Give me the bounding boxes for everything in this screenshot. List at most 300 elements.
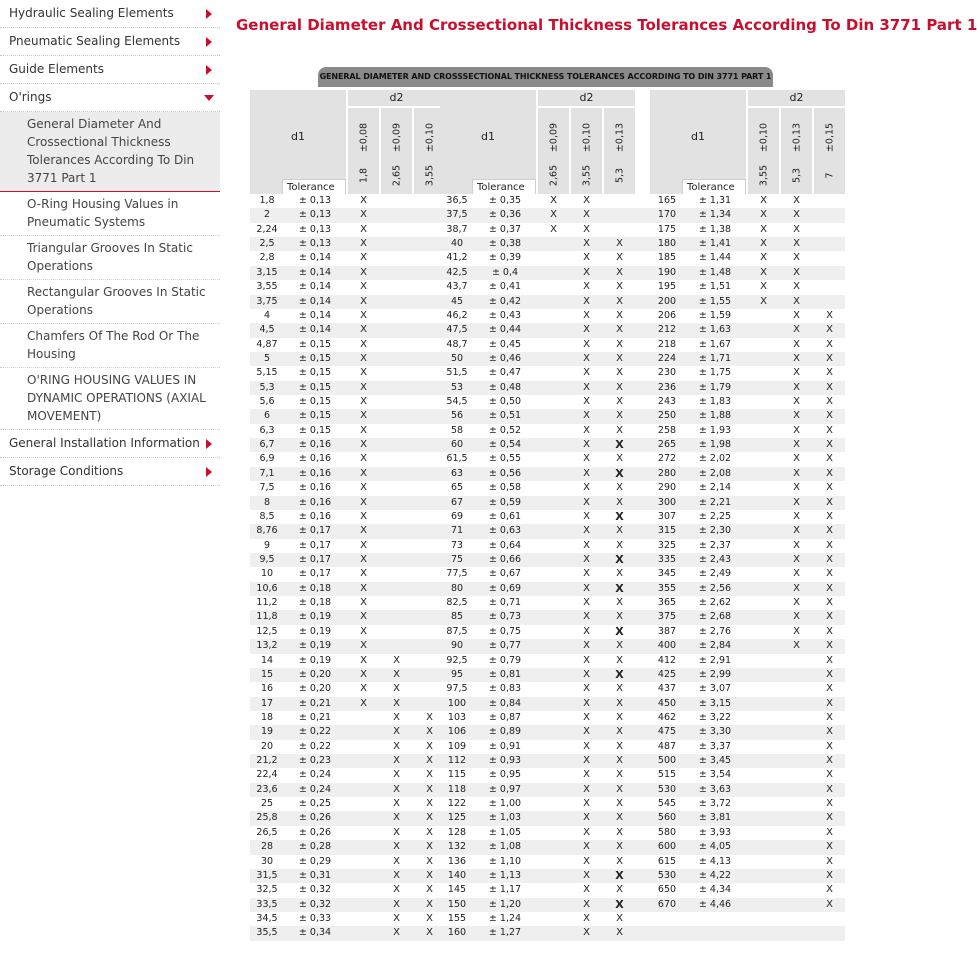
fit-mark: X [393, 726, 400, 738]
table-row [250, 711, 845, 725]
sub-item-general-diameter[interactable] [0, 112, 220, 192]
fit-mark: X [393, 841, 400, 853]
chevron-right-icon [206, 467, 212, 477]
tolerance-value: ± 2,56 [698, 582, 732, 594]
tolerance-value: ± 0,24 [298, 769, 332, 781]
tolerance-value: ± 0,91 [488, 740, 522, 752]
table-row [250, 424, 845, 438]
d1-value: 530 [657, 869, 677, 881]
d2-size-column [604, 108, 635, 194]
d2-tolerance: ±0,09 [548, 122, 559, 153]
tolerance-value: ± 0,69 [488, 582, 522, 594]
fit-mark: X [360, 195, 367, 206]
tolerance-value: ± 0,84 [488, 697, 522, 709]
fit-mark: X [826, 726, 833, 738]
fit-mark: X [615, 667, 624, 681]
fit-mark: X [793, 223, 800, 235]
d1-value: 11,8 [256, 611, 278, 623]
d1-value: 97,5 [446, 683, 468, 695]
fit-mark: X [583, 582, 590, 594]
fit-mark: X [583, 223, 590, 235]
fit-mark: X [793, 424, 800, 436]
fit-mark: X [393, 884, 400, 896]
fit-mark: X [550, 209, 557, 221]
fit-mark: X [360, 367, 367, 379]
nav-item-label: O'rings [9, 90, 52, 104]
table-row [250, 280, 845, 294]
d1-value: 2 [263, 209, 271, 221]
d1-value: 206 [657, 309, 677, 321]
tolerance-value: ± 0,25 [298, 798, 332, 810]
fit-mark: X [793, 525, 800, 537]
table-row [250, 194, 845, 208]
tolerance-value: ± 1,67 [698, 338, 732, 350]
tolerance-value: ± 3,30 [698, 726, 732, 738]
tolerance-value: ± 0,15 [298, 396, 332, 408]
d1-value: 175 [657, 223, 677, 235]
fit-mark: X [426, 898, 433, 910]
d1-value: 2,5 [259, 238, 275, 250]
fit-mark: X [826, 324, 833, 336]
d1-label: d1 [291, 130, 305, 143]
table-row [250, 682, 845, 696]
table-row [250, 452, 845, 466]
tolerance-value: ± 0,22 [298, 740, 332, 752]
tolerance-value: ± 0,14 [298, 309, 332, 321]
fit-mark: X [360, 467, 367, 479]
d1-value: 145 [447, 884, 467, 896]
d1-value: 90 [450, 640, 464, 652]
fit-mark: X [393, 783, 400, 795]
fit-mark: X [583, 668, 590, 680]
sub-item-label: Chamfers Of The Rod Or The Housing [27, 329, 200, 361]
d1-value: 65 [450, 482, 464, 494]
tolerance-value: ± 1,83 [698, 396, 732, 408]
table-row [250, 754, 845, 768]
fit-mark: X [393, 812, 400, 824]
sub-item-dynamic-housing[interactable] [0, 368, 220, 430]
d1-value: 50 [450, 352, 464, 364]
d1-value: 35,5 [256, 927, 278, 939]
fit-mark: X [793, 195, 800, 206]
d1-value: 115 [447, 769, 467, 781]
d1-value: 109 [447, 740, 467, 752]
tolerance-value: ± 0,28 [298, 841, 332, 853]
fit-mark: X [793, 410, 800, 422]
tolerance-value: ± 0,32 [298, 898, 332, 910]
tolerance-value: ± 0,77 [488, 640, 522, 652]
fit-mark: X [793, 482, 800, 494]
fit-mark: X [360, 582, 367, 594]
tolerance-value: ± 0,32 [298, 884, 332, 896]
fit-mark: X [393, 798, 400, 810]
fit-mark: X [615, 509, 624, 523]
table-row [250, 567, 845, 581]
d1-value: 54,5 [446, 396, 468, 408]
table-row [250, 926, 845, 940]
fit-mark: X [583, 654, 590, 666]
tolerance-value: ± 0,15 [298, 381, 332, 393]
fit-mark: X [793, 266, 800, 278]
tolerance-value: ± 0,16 [298, 453, 332, 465]
d1-value: 9,5 [259, 553, 275, 565]
fit-mark: X [360, 510, 367, 522]
d1-value: 375 [657, 611, 677, 623]
sub-item-rectangular-grooves[interactable] [0, 280, 220, 324]
d1-value: 165 [657, 195, 677, 206]
sub-item-pneumatic-housing[interactable] [0, 192, 220, 236]
d2-size-column [814, 108, 845, 194]
nav-item-label: Pneumatic Sealing Elements [9, 34, 181, 48]
fit-mark: X [426, 726, 433, 738]
d1-value: 60 [450, 439, 464, 451]
tolerance-value: ± 0,55 [488, 453, 522, 465]
nav-item-orings[interactable] [0, 84, 220, 112]
fit-mark: X [583, 338, 590, 350]
d1-value: 265 [657, 439, 677, 451]
nav-item-hydraulic[interactable] [0, 0, 220, 28]
tolerance-value: ± 0,19 [298, 611, 332, 623]
tolerance-value: ± 2,25 [698, 510, 732, 522]
fit-mark: X [826, 826, 833, 838]
sub-item-chamfers[interactable] [0, 324, 220, 368]
fit-mark: X [393, 912, 400, 924]
tolerance-value: ± 3,22 [698, 711, 732, 723]
fit-mark: X [826, 396, 833, 408]
d1-value: 6,3 [259, 424, 275, 436]
d1-value: 132 [447, 841, 467, 853]
fit-mark: X [616, 611, 623, 623]
fit-mark: X [360, 209, 367, 221]
d1-value: 412 [657, 654, 677, 666]
sidebar-nav [0, 0, 220, 486]
d1-value: 487 [657, 740, 677, 752]
nav-item-installation[interactable] [0, 430, 220, 458]
tolerance-value: ± 4,34 [698, 884, 732, 896]
table-row [250, 811, 845, 825]
tolerance-value: ± 0,35 [488, 195, 522, 206]
tolerance-value: ± 0,15 [298, 352, 332, 364]
tolerance-value: ± 0,20 [298, 668, 332, 680]
d1-value: 53 [450, 381, 464, 393]
fit-mark: X [360, 223, 367, 235]
fit-mark: X [583, 396, 590, 408]
fit-mark: X [793, 539, 800, 551]
tolerance-value: ± 3,45 [698, 755, 732, 767]
fit-mark: X [615, 466, 624, 480]
d1-value: 3,55 [256, 281, 278, 293]
sub-item-triangular-grooves[interactable] [0, 236, 220, 280]
fit-mark: X [583, 453, 590, 465]
fit-mark: X [760, 252, 767, 264]
fit-mark: X [826, 798, 833, 810]
d2-size-column [781, 108, 812, 194]
d1-value: 17 [260, 697, 274, 709]
d1-value: 38,7 [446, 223, 468, 235]
d2-tolerance: ±0,09 [391, 122, 402, 153]
d1-value: 5 [263, 352, 271, 364]
d1-label: d1 [481, 130, 495, 143]
fit-mark: X [583, 740, 590, 752]
d1-header [250, 90, 346, 194]
tolerance-value: ± 2,30 [698, 525, 732, 537]
fit-mark: X [360, 238, 367, 250]
fit-mark: X [583, 496, 590, 508]
d1-value: 580 [657, 826, 677, 838]
d2-tolerance: ±0,10 [424, 122, 435, 153]
fit-mark: X [360, 568, 367, 580]
fit-mark: X [360, 697, 367, 709]
tolerance-value: ± 1,24 [488, 912, 522, 924]
tolerance-value: ± 0,67 [488, 568, 522, 580]
fit-mark: X [793, 309, 800, 321]
d1-value: 16 [260, 683, 274, 695]
fit-mark: X [583, 281, 590, 293]
d1-value: 58 [450, 424, 464, 436]
fit-mark: X [615, 897, 624, 911]
d1-value: 650 [657, 884, 677, 896]
tolerance-value: ± 2,14 [698, 482, 732, 494]
d2-tolerance: ±0,13 [791, 122, 802, 153]
tolerance-value: ± 0,43 [488, 309, 522, 321]
table-row [250, 251, 845, 265]
table-row [250, 338, 845, 352]
table-caption: GENERAL DIAMETER AND CROSSSECTIONAL THICKNESS TOLERANCES ACCORDING TO DIN 3771 PART 1 [318, 67, 773, 87]
fit-mark: X [583, 625, 590, 637]
fit-mark: X [826, 841, 833, 853]
table-row [250, 840, 845, 854]
d2-size: 3,55 [581, 164, 592, 187]
fit-mark: X [426, 841, 433, 853]
tolerance-value: ± 0,34 [298, 927, 332, 939]
tolerance-value: ± 0,15 [298, 338, 332, 350]
table-row [250, 740, 845, 754]
d1-value: 112 [447, 755, 467, 767]
d1-value: 258 [657, 424, 677, 436]
fit-mark: X [793, 324, 800, 336]
fit-mark: X [426, 755, 433, 767]
d1-value: 31,5 [256, 869, 278, 881]
table-row [250, 912, 845, 926]
fit-mark: X [826, 496, 833, 508]
table-row [250, 826, 845, 840]
fit-mark: X [360, 396, 367, 408]
tolerance-value: ± 2,99 [698, 668, 732, 680]
tolerance-value: ± 2,21 [698, 496, 732, 508]
fit-mark: X [550, 223, 557, 235]
d1-value: 3,15 [256, 266, 278, 278]
fit-mark: X [360, 482, 367, 494]
d1-value: 6,9 [259, 453, 275, 465]
d1-value: 355 [657, 582, 677, 594]
nav-item-guide[interactable] [0, 56, 220, 84]
d1-label: d1 [691, 130, 705, 143]
chevron-right-icon [206, 9, 212, 19]
tolerance-value: ± 3,81 [698, 812, 732, 824]
tolerance-value: ± 0,29 [298, 855, 332, 867]
table-row [250, 725, 845, 739]
table-row [250, 797, 845, 811]
fit-mark: X [826, 439, 833, 451]
fit-mark: X [583, 568, 590, 580]
fit-mark: X [583, 238, 590, 250]
table-row [250, 323, 845, 337]
d2-header: d2 [748, 90, 845, 106]
fit-mark: X [360, 597, 367, 609]
nav-item-pneumatic[interactable] [0, 28, 220, 56]
tolerance-value: ± 0,81 [488, 668, 522, 680]
tolerance-value: ± 1,38 [698, 223, 732, 235]
d1-value: 19 [260, 726, 274, 738]
nav-item-label: Storage Conditions [9, 464, 124, 478]
tolerance-value: ± 3,63 [698, 783, 732, 795]
fit-mark: X [616, 927, 623, 939]
d1-value: 307 [657, 510, 677, 522]
fit-mark: X [583, 324, 590, 336]
fit-mark: X [583, 195, 590, 206]
d1-value: 300 [657, 496, 677, 508]
d1-value: 80 [450, 582, 464, 594]
fit-mark: X [426, 740, 433, 752]
tolerance-value: ± 0,13 [298, 223, 332, 235]
fit-mark: X [583, 252, 590, 264]
fit-mark: X [393, 769, 400, 781]
fit-mark: X [616, 640, 623, 652]
d1-value: 195 [657, 281, 677, 293]
tolerance-value: ± 0,19 [298, 640, 332, 652]
table-row [250, 409, 845, 423]
fit-mark: X [760, 266, 767, 278]
fit-mark: X [615, 581, 624, 595]
nav-item-label: Hydraulic Sealing Elements [9, 6, 174, 20]
fit-mark: X [616, 755, 623, 767]
nav-item-storage[interactable] [0, 458, 220, 486]
tolerance-value: ± 0,64 [488, 539, 522, 551]
fit-mark: X [826, 453, 833, 465]
fit-mark: X [793, 439, 800, 451]
d1-value: 14 [260, 654, 274, 666]
tolerance-value: ± 2,02 [698, 453, 732, 465]
nav-item-label: Guide Elements [9, 62, 104, 76]
fit-mark: X [583, 525, 590, 537]
d1-value: 280 [657, 467, 677, 479]
tolerance-value: ± 1,34 [698, 209, 732, 221]
fit-mark: X [616, 424, 623, 436]
fit-mark: X [360, 525, 367, 537]
d1-value: 365 [657, 597, 677, 609]
fit-mark: X [616, 539, 623, 551]
tolerance-value: ± 0,16 [298, 439, 332, 451]
d1-value: 462 [657, 711, 677, 723]
chevron-down-icon [204, 95, 214, 101]
d1-value: 437 [657, 683, 677, 695]
tolerance-value: ± 1,13 [488, 869, 522, 881]
d1-value: 118 [447, 783, 467, 795]
tolerance-value: ± 0,45 [488, 338, 522, 350]
d1-value: 26,5 [256, 826, 278, 838]
tolerance-value: ± 1,98 [698, 439, 732, 451]
fit-mark: X [615, 624, 624, 638]
d1-value: 100 [447, 697, 467, 709]
fit-mark: X [826, 539, 833, 551]
fit-mark: X [393, 654, 400, 666]
d2-size: 3,55 [758, 164, 769, 187]
tolerance-value: ± 0,13 [298, 209, 332, 221]
table-row [250, 582, 845, 596]
fit-mark: X [583, 855, 590, 867]
tolerance-value: ± 0,18 [298, 582, 332, 594]
fit-mark: X [393, 668, 400, 680]
fit-mark: X [426, 812, 433, 824]
tolerance-value: ± 1,17 [488, 884, 522, 896]
fit-mark: X [616, 367, 623, 379]
fit-mark: X [583, 683, 590, 695]
d1-value: 33,5 [256, 898, 278, 910]
fit-mark: X [616, 740, 623, 752]
d1-value: 69 [450, 510, 464, 522]
tolerance-label: Tolerance [472, 179, 536, 194]
fit-mark: X [826, 697, 833, 709]
fit-mark: X [550, 195, 557, 206]
fit-mark: X [793, 281, 800, 293]
d2-tolerance: ±0,10 [581, 122, 592, 153]
fit-mark: X [583, 439, 590, 451]
fit-mark: X [793, 467, 800, 479]
d1-value: 95 [450, 668, 464, 680]
d1-value: 325 [657, 539, 677, 551]
fit-mark: X [360, 295, 367, 307]
d1-value: 75 [450, 553, 464, 565]
d1-value: 4 [263, 309, 271, 321]
fit-mark: X [826, 338, 833, 350]
d1-value: 22,4 [256, 769, 278, 781]
tolerance-value: ± 0,89 [488, 726, 522, 738]
tolerance-value: ± 1,20 [488, 898, 522, 910]
d2-size: 5,3 [791, 167, 802, 184]
d1-value: 236 [657, 381, 677, 393]
fit-mark: X [826, 467, 833, 479]
fit-mark: X [360, 539, 367, 551]
tolerance-value: ± 4,22 [698, 869, 732, 881]
fit-mark: X [583, 769, 590, 781]
fit-mark: X [583, 539, 590, 551]
d2-header: d2 [538, 90, 635, 106]
fit-mark: X [393, 898, 400, 910]
fit-mark: X [583, 209, 590, 221]
tolerance-value: ± 1,55 [698, 295, 732, 307]
table-row [250, 467, 845, 481]
d1-value: 34,5 [256, 912, 278, 924]
tolerance-value: ± 0,58 [488, 482, 522, 494]
tolerance-value: ± 0,61 [488, 510, 522, 522]
tolerance-value: ± 4,05 [698, 841, 732, 853]
fit-mark: X [760, 209, 767, 221]
tolerance-value: ± 3,54 [698, 769, 732, 781]
fit-mark: X [583, 482, 590, 494]
fit-mark: X [616, 309, 623, 321]
table-row [250, 654, 845, 668]
fit-mark: X [360, 496, 367, 508]
fit-mark: X [360, 654, 367, 666]
d1-value: 272 [657, 453, 677, 465]
d1-value: 77,5 [446, 568, 468, 580]
d1-value: 615 [657, 855, 677, 867]
d1-value: 48,7 [446, 338, 468, 350]
d1-value: 32,5 [256, 884, 278, 896]
fit-mark: X [793, 338, 800, 350]
tolerance-value: ± 0,36 [488, 209, 522, 221]
fit-mark: X [826, 611, 833, 623]
